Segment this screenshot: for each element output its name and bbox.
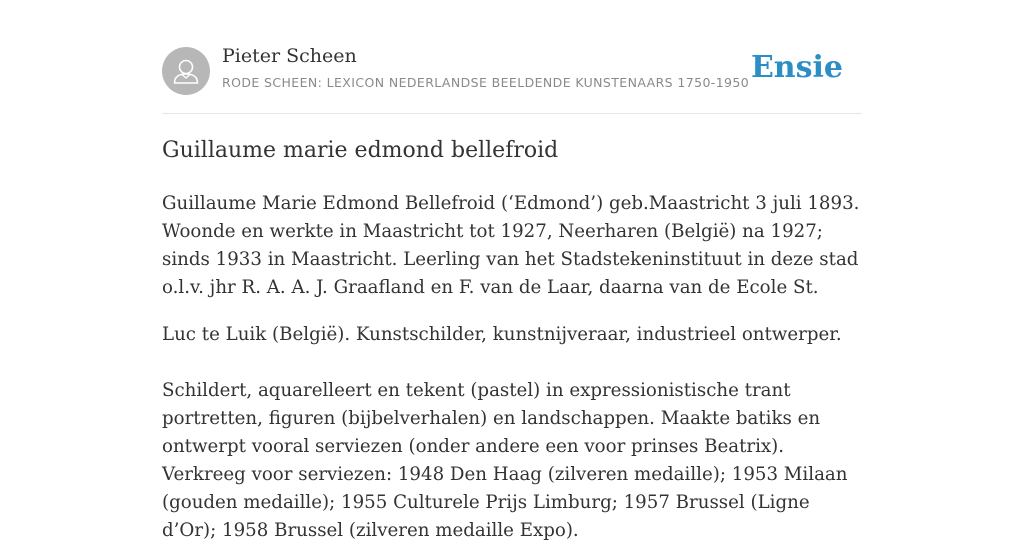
user-icon (162, 47, 210, 95)
brand-logo[interactable]: Ensie (750, 50, 843, 85)
article-body (162, 190, 862, 545)
header (162, 0, 862, 114)
page-title: Guillaume marie edmond bellefroid (162, 138, 559, 163)
paragraph: Guillaume Marie Edmond Bellefroid (‘Edmond’) geb.Maastricht 3 juli 1893. Woonde en werkte in Maastricht tot 1927, Neerharen (België) na 1927; sinds 1933 in Maastricht. Leerling van het Stadstekeninstituut in deze stad o.l.v. jhr R. A. A. J. Graafland en F. van de Laar, daarna van de Ecole St. (162, 193, 860, 298)
paragraph: Schildert, aquarelleert en tekent (pastel) in expressionistische trant portretten, figuren (bijbelverhalen) en landschappen. Maakte batiks en ontwerpt vooral serviezen (onder andere een voor prinses Beatrix). Verkreeg voor serviezen: 1948 Den Haag (zilveren medaille); 1953 Milaan (gouden medaille); 1955 Culturele Prijs Limburg; 1957 Brussel (Ligne d’Or); 1958 Brussel (zilveren medaille Expo). (162, 380, 848, 541)
page (162, 0, 862, 541)
avatar[interactable] (162, 47, 210, 95)
source-name[interactable]: RODE SCHEEN: LEXICON NEDERLANDSE BEELDENDE KUNSTENAARS 1750-1950 (222, 75, 750, 90)
paragraph: Luc te Luik (België). Kunstschilder, kunstnijveraar, industrieel ontwerper. (162, 324, 842, 345)
author-name[interactable]: Pieter Scheen (222, 45, 357, 67)
